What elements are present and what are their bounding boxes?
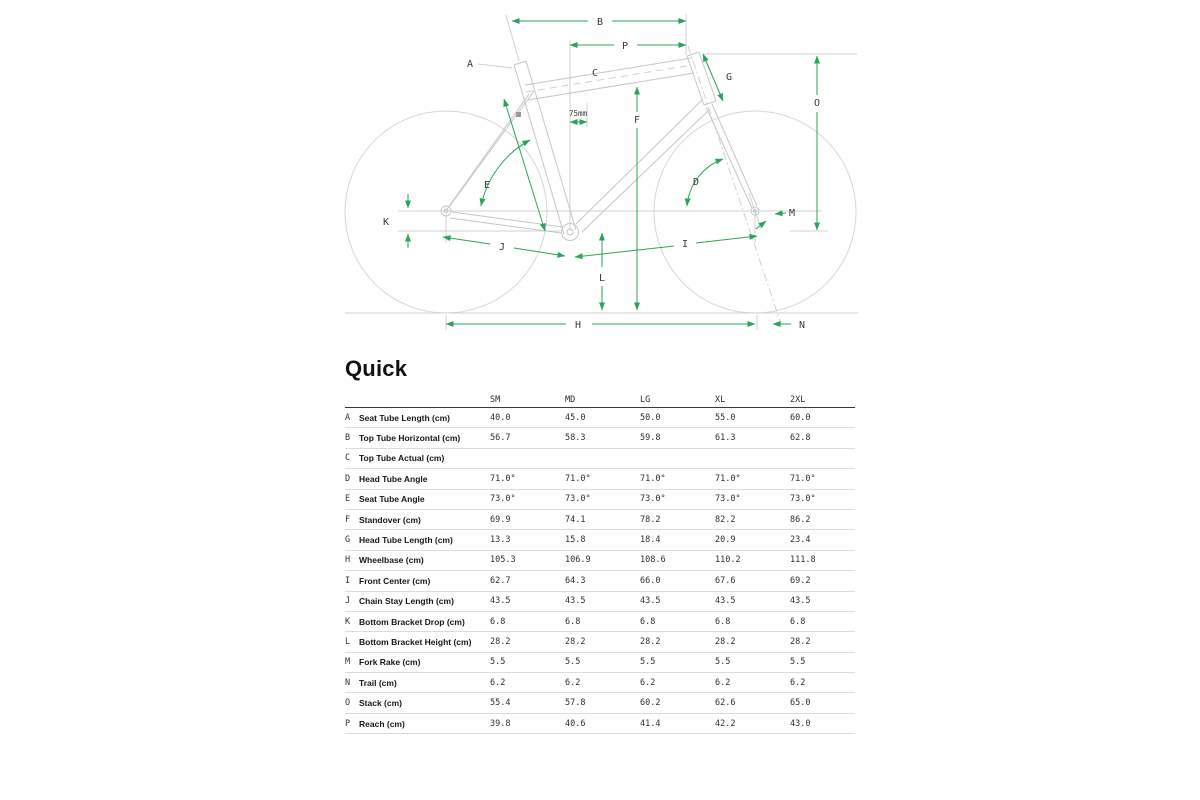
row-value: 43.5 (490, 596, 511, 607)
row-value: 62.8 (790, 433, 811, 444)
table-row (345, 510, 855, 530)
row-letter: J (345, 596, 351, 607)
bike-geometry-diagram (0, 0, 1200, 345)
row-value: 15.8 (565, 535, 586, 546)
row-value: 43.5 (565, 596, 586, 607)
row-letter: D (345, 473, 351, 484)
row-name: Reach (cm) (359, 718, 405, 729)
row-letter: H (345, 555, 351, 566)
row-value: 111.8 (790, 555, 816, 566)
dim-label-h: H (574, 320, 582, 331)
size-header-2xl: 2XL (790, 394, 806, 405)
size-header-xl: XL (715, 394, 726, 405)
row-value: 65.0 (790, 698, 811, 709)
row-value: 5.5 (715, 657, 731, 668)
row-value: 73.0° (640, 494, 666, 505)
row-value: 61.3 (715, 433, 736, 444)
row-value: 13.3 (490, 535, 511, 546)
dim-label-offset: 75mm (568, 109, 588, 118)
row-value: 28.2 (490, 636, 511, 647)
row-letter: A (345, 412, 351, 423)
dim-label-f: F (633, 115, 641, 126)
row-letter: O (345, 698, 351, 709)
row-value: 110.2 (715, 555, 741, 566)
row-value: 6.8 (565, 616, 581, 627)
row-value: 106.9 (565, 555, 591, 566)
table-row (345, 428, 855, 448)
row-value: 28.2 (565, 636, 586, 647)
row-letter: M (345, 657, 351, 668)
dim-label-g: G (725, 72, 733, 83)
row-value: 41.4 (640, 718, 661, 729)
row-value: 6.2 (565, 677, 581, 688)
row-value: 59.8 (640, 433, 661, 444)
row-value: 43.5 (790, 596, 811, 607)
row-value: 55.4 (490, 698, 511, 709)
dim-label-j: J (498, 242, 506, 253)
table-row (345, 592, 855, 612)
row-name: Top Tube Actual (cm) (359, 453, 445, 464)
dim-label-n: N (798, 320, 806, 331)
dim-label-c: C (591, 68, 599, 79)
geometry-table-header (345, 392, 855, 408)
row-value: 5.5 (565, 657, 581, 668)
row-value: 66.0 (640, 575, 661, 586)
dim-label-d: D (692, 177, 700, 188)
row-value: 40.6 (565, 718, 586, 729)
row-name: Wheelbase (cm) (359, 555, 424, 566)
row-value: 40.0 (490, 412, 511, 423)
table-row (345, 551, 855, 571)
row-value: 42.2 (715, 718, 736, 729)
dim-label-o: O (813, 98, 821, 109)
dim-label-m: M (788, 208, 796, 219)
dim-label-l: L (598, 273, 606, 284)
row-value: 28.2 (640, 636, 661, 647)
table-row (345, 632, 855, 652)
row-value: 71.0° (640, 473, 666, 484)
row-name: Standover (cm) (359, 514, 421, 525)
row-value: 73.0° (790, 494, 816, 505)
table-row (345, 693, 855, 713)
dim-label-k: K (382, 217, 390, 228)
row-value: 67.6 (715, 575, 736, 586)
row-value: 23.4 (790, 535, 811, 546)
row-name: Bottom Bracket Height (cm) (359, 636, 472, 647)
row-value: 71.0° (490, 473, 516, 484)
table-row (345, 490, 855, 510)
row-letter: B (345, 433, 351, 444)
row-name: Chain Stay Length (cm) (359, 596, 454, 607)
row-value: 57.8 (565, 698, 586, 709)
row-value: 74.1 (565, 514, 586, 525)
row-value: 18.4 (640, 535, 661, 546)
size-header-sm: SM (490, 394, 501, 405)
table-row (345, 469, 855, 489)
row-value: 71.0° (790, 473, 816, 484)
size-header-md: MD (565, 394, 576, 405)
row-letter: C (345, 453, 351, 464)
table-row (345, 571, 855, 591)
row-name: Front Center (cm) (359, 575, 431, 586)
row-value: 86.2 (790, 514, 811, 525)
row-value: 73.0° (565, 494, 591, 505)
row-value: 5.5 (790, 657, 806, 668)
row-letter: L (345, 636, 351, 647)
row-value: 43.0 (790, 718, 811, 729)
size-header-lg: LG (640, 394, 651, 405)
row-name: Head Tube Angle (359, 473, 428, 484)
row-value: 73.0° (715, 494, 741, 505)
dim-label-a: A (466, 59, 474, 70)
row-value: 6.8 (490, 616, 506, 627)
row-value: 5.5 (640, 657, 656, 668)
row-value: 60.0 (790, 412, 811, 423)
dim-label-i: I (681, 239, 689, 250)
row-name: Head Tube Length (cm) (359, 535, 453, 546)
table-row (345, 530, 855, 550)
row-letter: F (345, 514, 351, 525)
row-name: Bottom Bracket Drop (cm) (359, 616, 465, 627)
row-letter: I (345, 575, 351, 586)
row-value: 71.0° (565, 473, 591, 484)
row-value: 60.2 (640, 698, 661, 709)
geometry-section (345, 345, 855, 734)
row-letter: E (345, 494, 351, 505)
row-value: 55.0 (715, 412, 736, 423)
row-value: 5.5 (490, 657, 506, 668)
row-value: 6.2 (490, 677, 506, 688)
table-row (345, 612, 855, 632)
row-value: 6.8 (640, 616, 656, 627)
row-value: 28.2 (790, 636, 811, 647)
row-name: Seat Tube Length (cm) (359, 412, 450, 423)
geometry-table-body (345, 408, 855, 734)
table-row (345, 673, 855, 693)
row-value: 6.2 (715, 677, 731, 688)
row-value: 105.3 (490, 555, 516, 566)
row-value: 64.3 (565, 575, 586, 586)
row-letter: G (345, 535, 351, 546)
row-value: 62.6 (715, 698, 736, 709)
row-letter: K (345, 616, 351, 627)
row-value: 78.2 (640, 514, 661, 525)
row-value: 69.9 (490, 514, 511, 525)
table-row (345, 714, 855, 734)
table-row (345, 408, 855, 428)
row-name: Fork Rake (cm) (359, 657, 421, 668)
dim-label-e: E (483, 180, 491, 191)
dim-label-b: B (596, 17, 604, 28)
row-value: 62.7 (490, 575, 511, 586)
row-value: 43.5 (715, 596, 736, 607)
seat-binder (516, 112, 521, 117)
row-value: 45.0 (565, 412, 586, 423)
row-name: Stack (cm) (359, 698, 402, 709)
row-value: 56.7 (490, 433, 511, 444)
row-value: 6.2 (640, 677, 656, 688)
row-letter: N (345, 677, 351, 688)
row-value: 50.0 (640, 412, 661, 423)
table-row (345, 653, 855, 673)
row-value: 6.8 (790, 616, 806, 627)
row-value: 58.3 (565, 433, 586, 444)
row-value: 6.2 (790, 677, 806, 688)
geometry-table (345, 392, 855, 734)
row-value: 39.8 (490, 718, 511, 729)
row-value: 6.8 (715, 616, 731, 627)
row-value: 73.0° (490, 494, 516, 505)
row-name: Seat Tube Angle (359, 494, 425, 505)
row-name: Top Tube Horizontal (cm) (359, 433, 461, 444)
row-value: 28.2 (715, 636, 736, 647)
page-title: Quick (345, 356, 408, 381)
row-value: 71.0° (715, 473, 741, 484)
row-value: 20.9 (715, 535, 736, 546)
dim-label-p: P (621, 41, 629, 52)
table-row (345, 449, 855, 469)
row-value: 69.2 (790, 575, 811, 586)
row-name: Trail (cm) (359, 677, 397, 688)
row-letter: P (345, 718, 351, 729)
row-value: 82.2 (715, 514, 736, 525)
row-value: 108.6 (640, 555, 666, 566)
row-value: 43.5 (640, 596, 661, 607)
